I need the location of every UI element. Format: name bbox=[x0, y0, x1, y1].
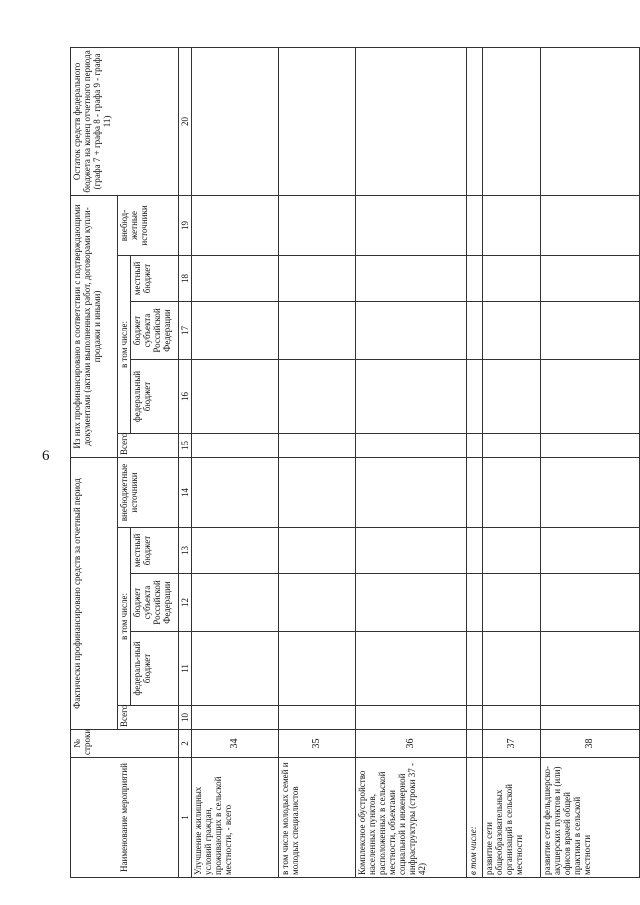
col-number: 15 bbox=[178, 433, 191, 457]
row-name: Комплексное обустройство населенных пунктов, расположенных в сельской местности, объектами социальной и инженерной инфраструктуры (строки 37 - 42) bbox=[355, 758, 466, 878]
row-name: в том числе молодых семей и молодых специалистов bbox=[279, 758, 356, 878]
col-number: 13 bbox=[178, 528, 191, 574]
header-name: Наименование мероприятий bbox=[71, 758, 179, 878]
col-number: 12 bbox=[178, 574, 191, 632]
col-number: 2 bbox=[178, 730, 191, 758]
table-row bbox=[355, 47, 466, 877]
col-number: 11 bbox=[178, 632, 191, 706]
table-row bbox=[279, 47, 356, 877]
header-federal-a: федераль-ный бюджет bbox=[131, 632, 179, 706]
header-federal-b: федеральный бюджет bbox=[131, 359, 179, 433]
page-number: 6 bbox=[42, 448, 50, 464]
col-number: 10 bbox=[178, 706, 191, 730]
financing-report-table bbox=[70, 47, 640, 878]
col-number: 14 bbox=[178, 457, 191, 527]
col-number: 19 bbox=[178, 195, 191, 255]
header-total-a: Всего bbox=[117, 706, 178, 730]
row-name: развитие сети фельдшерско-акушерских пунктов и (или) офисов врачей общей практики в сельской местности bbox=[541, 758, 640, 878]
header-including-a: в том числе: bbox=[117, 528, 130, 706]
row-name: Улучшение жилищных условий граждан, проживающих в сельской местности, - всего bbox=[192, 758, 279, 878]
header-local-a: местный бюджет bbox=[131, 528, 179, 574]
row-name: развитие сети общеобразовательных организаций в сельской местности bbox=[483, 758, 541, 878]
table-row bbox=[192, 47, 279, 877]
header-including-b: в том числе: bbox=[117, 255, 130, 433]
row-code: 34 bbox=[192, 730, 279, 758]
row-code: 35 bbox=[279, 730, 356, 758]
header-extrabudget-b: внебюд-жетные источники bbox=[117, 195, 178, 255]
header-total-b: Всего bbox=[117, 433, 178, 457]
row-name: в том числе: bbox=[466, 758, 483, 878]
col-number: 16 bbox=[178, 359, 191, 433]
row-code bbox=[466, 730, 483, 758]
col-number: 1 bbox=[178, 758, 191, 878]
header-row-no: № строки bbox=[71, 730, 179, 758]
row-code: 37 bbox=[483, 730, 541, 758]
table-row bbox=[541, 47, 640, 877]
col-number: 20 bbox=[178, 47, 191, 195]
col-number: 18 bbox=[178, 255, 191, 301]
header-regional-a: бюджет субъекта Российской Федерации bbox=[131, 574, 179, 632]
header-regional-b: бюджет субъекта Российской Федерации bbox=[131, 301, 179, 359]
header-local-b: местный бюджет bbox=[131, 255, 179, 301]
header-extrabudget-a: внебюджетные источники bbox=[117, 457, 178, 527]
header-remainder: Остаток средств федерального бюджета на конец отчетного периода (графа 7 + графа 8 - графа 9 - графа 11) bbox=[71, 47, 179, 195]
table-row bbox=[466, 47, 483, 877]
row-code: 36 bbox=[355, 730, 466, 758]
rotated-table-container bbox=[70, 48, 640, 878]
header-confirmed-financed: Из них профинансировано в соответствии с подтверждающими документами (актами выполненных работ, договорами купли-продажи и иными) bbox=[71, 195, 118, 457]
table-row bbox=[483, 47, 541, 877]
column-number-row bbox=[178, 47, 191, 877]
col-number: 17 bbox=[178, 301, 191, 359]
row-code: 38 bbox=[541, 730, 640, 758]
header-actual-financed: Фактически профинансировано средств за отчетный период bbox=[71, 457, 118, 729]
